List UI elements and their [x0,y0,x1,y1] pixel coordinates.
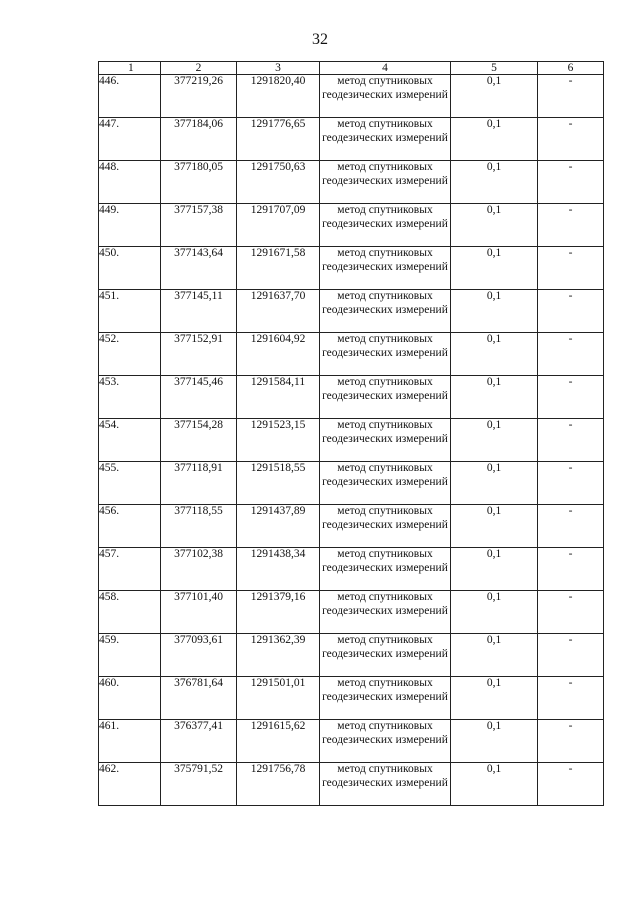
table-row [99,376,604,419]
table-row [99,75,604,118]
x-coordinate-cell: 377101,40 [161,591,237,634]
x-coordinate-cell: 377145,11 [161,290,237,333]
column-header-4: 4 [320,62,451,75]
method-cell: метод спутниковых геодезических измерений [320,118,451,161]
x-coordinate-cell: 377157,38 [161,204,237,247]
y-coordinate-cell: 1291438,34 [237,548,320,591]
accuracy-cell: 0,1 [451,634,538,677]
table-row [99,161,604,204]
point-number-cell: 458. [99,591,161,634]
note-cell: - [538,720,604,763]
y-coordinate-cell: 1291362,39 [237,634,320,677]
note-cell: - [538,75,604,118]
method-cell: метод спутниковых геодезических измерений [320,591,451,634]
column-header-5: 5 [451,62,538,75]
note-cell: - [538,204,604,247]
column-header-2: 2 [161,62,237,75]
table-row [99,204,604,247]
point-number-cell: 460. [99,677,161,720]
point-number-cell: 446. [99,75,161,118]
method-cell: метод спутниковых геодезических измерений [320,376,451,419]
y-coordinate-cell: 1291671,58 [237,247,320,290]
column-header-6: 6 [538,62,604,75]
method-cell: метод спутниковых геодезических измерений [320,634,451,677]
table-row [99,548,604,591]
method-cell: метод спутниковых геодезических измерений [320,290,451,333]
accuracy-cell: 0,1 [451,419,538,462]
y-coordinate-cell: 1291776,65 [237,118,320,161]
accuracy-cell: 0,1 [451,376,538,419]
accuracy-cell: 0,1 [451,548,538,591]
accuracy-cell: 0,1 [451,290,538,333]
x-coordinate-cell: 375791,52 [161,763,237,806]
table-row [99,505,604,548]
method-cell: метод спутниковых геодезических измерений [320,161,451,204]
point-number-cell: 448. [99,161,161,204]
point-number-cell: 456. [99,505,161,548]
table-row [99,677,604,720]
point-number-cell: 455. [99,462,161,505]
point-number-cell: 451. [99,290,161,333]
point-number-cell: 457. [99,548,161,591]
accuracy-cell: 0,1 [451,247,538,290]
table-row [99,462,604,505]
point-number-cell: 459. [99,634,161,677]
note-cell: - [538,290,604,333]
point-number-cell: 450. [99,247,161,290]
y-coordinate-cell: 1291518,55 [237,462,320,505]
note-cell: - [538,376,604,419]
note-cell: - [538,634,604,677]
accuracy-cell: 0,1 [451,333,538,376]
y-coordinate-cell: 1291501,01 [237,677,320,720]
y-coordinate-cell: 1291707,09 [237,204,320,247]
method-cell: метод спутниковых геодезических измерений [320,333,451,376]
y-coordinate-cell: 1291750,63 [237,161,320,204]
method-cell: метод спутниковых геодезических измерений [320,462,451,505]
x-coordinate-cell: 377118,55 [161,505,237,548]
x-coordinate-cell: 377143,64 [161,247,237,290]
note-cell: - [538,247,604,290]
x-coordinate-cell: 377180,05 [161,161,237,204]
point-number-cell: 461. [99,720,161,763]
point-number-cell: 447. [99,118,161,161]
y-coordinate-cell: 1291637,70 [237,290,320,333]
note-cell: - [538,591,604,634]
point-number-cell: 454. [99,419,161,462]
point-number-cell: 452. [99,333,161,376]
accuracy-cell: 0,1 [451,591,538,634]
note-cell: - [538,462,604,505]
accuracy-cell: 0,1 [451,720,538,763]
column-header-3: 3 [237,62,320,75]
table-row [99,247,604,290]
y-coordinate-cell: 1291820,40 [237,75,320,118]
x-coordinate-cell: 376377,41 [161,720,237,763]
x-coordinate-cell: 377152,91 [161,333,237,376]
method-cell: метод спутниковых геодезических измерений [320,419,451,462]
table-row [99,290,604,333]
note-cell: - [538,333,604,376]
note-cell: - [538,677,604,720]
x-coordinate-cell: 376781,64 [161,677,237,720]
method-cell: метод спутниковых геодезических измерений [320,548,451,591]
note-cell: - [538,118,604,161]
method-cell: метод спутниковых геодезических измерений [320,677,451,720]
method-cell: метод спутниковых геодезических измерений [320,763,451,806]
page-number: 32 [312,31,328,48]
table-header-row [99,62,604,75]
table-row [99,634,604,677]
column-header-1: 1 [99,62,161,75]
point-number-cell: 462. [99,763,161,806]
accuracy-cell: 0,1 [451,118,538,161]
table-row [99,419,604,462]
x-coordinate-cell: 377118,91 [161,462,237,505]
y-coordinate-cell: 1291615,62 [237,720,320,763]
method-cell: метод спутниковых геодезических измерений [320,247,451,290]
method-cell: метод спутниковых геодезических измерений [320,204,451,247]
table-body [99,75,604,806]
x-coordinate-cell: 377184,06 [161,118,237,161]
accuracy-cell: 0,1 [451,763,538,806]
note-cell: - [538,505,604,548]
note-cell: - [538,763,604,806]
table-row [99,591,604,634]
note-cell: - [538,419,604,462]
method-cell: метод спутниковых геодезических измерений [320,505,451,548]
y-coordinate-cell: 1291437,89 [237,505,320,548]
note-cell: - [538,548,604,591]
accuracy-cell: 0,1 [451,204,538,247]
y-coordinate-cell: 1291379,16 [237,591,320,634]
x-coordinate-cell: 377219,26 [161,75,237,118]
x-coordinate-cell: 377145,46 [161,376,237,419]
x-coordinate-cell: 377093,61 [161,634,237,677]
point-number-cell: 449. [99,204,161,247]
table-row [99,720,604,763]
y-coordinate-cell: 1291604,92 [237,333,320,376]
method-cell: метод спутниковых геодезических измерений [320,720,451,763]
accuracy-cell: 0,1 [451,677,538,720]
x-coordinate-cell: 377154,28 [161,419,237,462]
note-cell: - [538,161,604,204]
accuracy-cell: 0,1 [451,161,538,204]
point-number-cell: 453. [99,376,161,419]
y-coordinate-cell: 1291584,11 [237,376,320,419]
y-coordinate-cell: 1291523,15 [237,419,320,462]
table-row [99,763,604,806]
accuracy-cell: 0,1 [451,462,538,505]
x-coordinate-cell: 377102,38 [161,548,237,591]
table-row [99,118,604,161]
y-coordinate-cell: 1291756,78 [237,763,320,806]
table-row [99,333,604,376]
coordinates-table [98,61,604,806]
accuracy-cell: 0,1 [451,75,538,118]
accuracy-cell: 0,1 [451,505,538,548]
method-cell: метод спутниковых геодезических измерений [320,75,451,118]
